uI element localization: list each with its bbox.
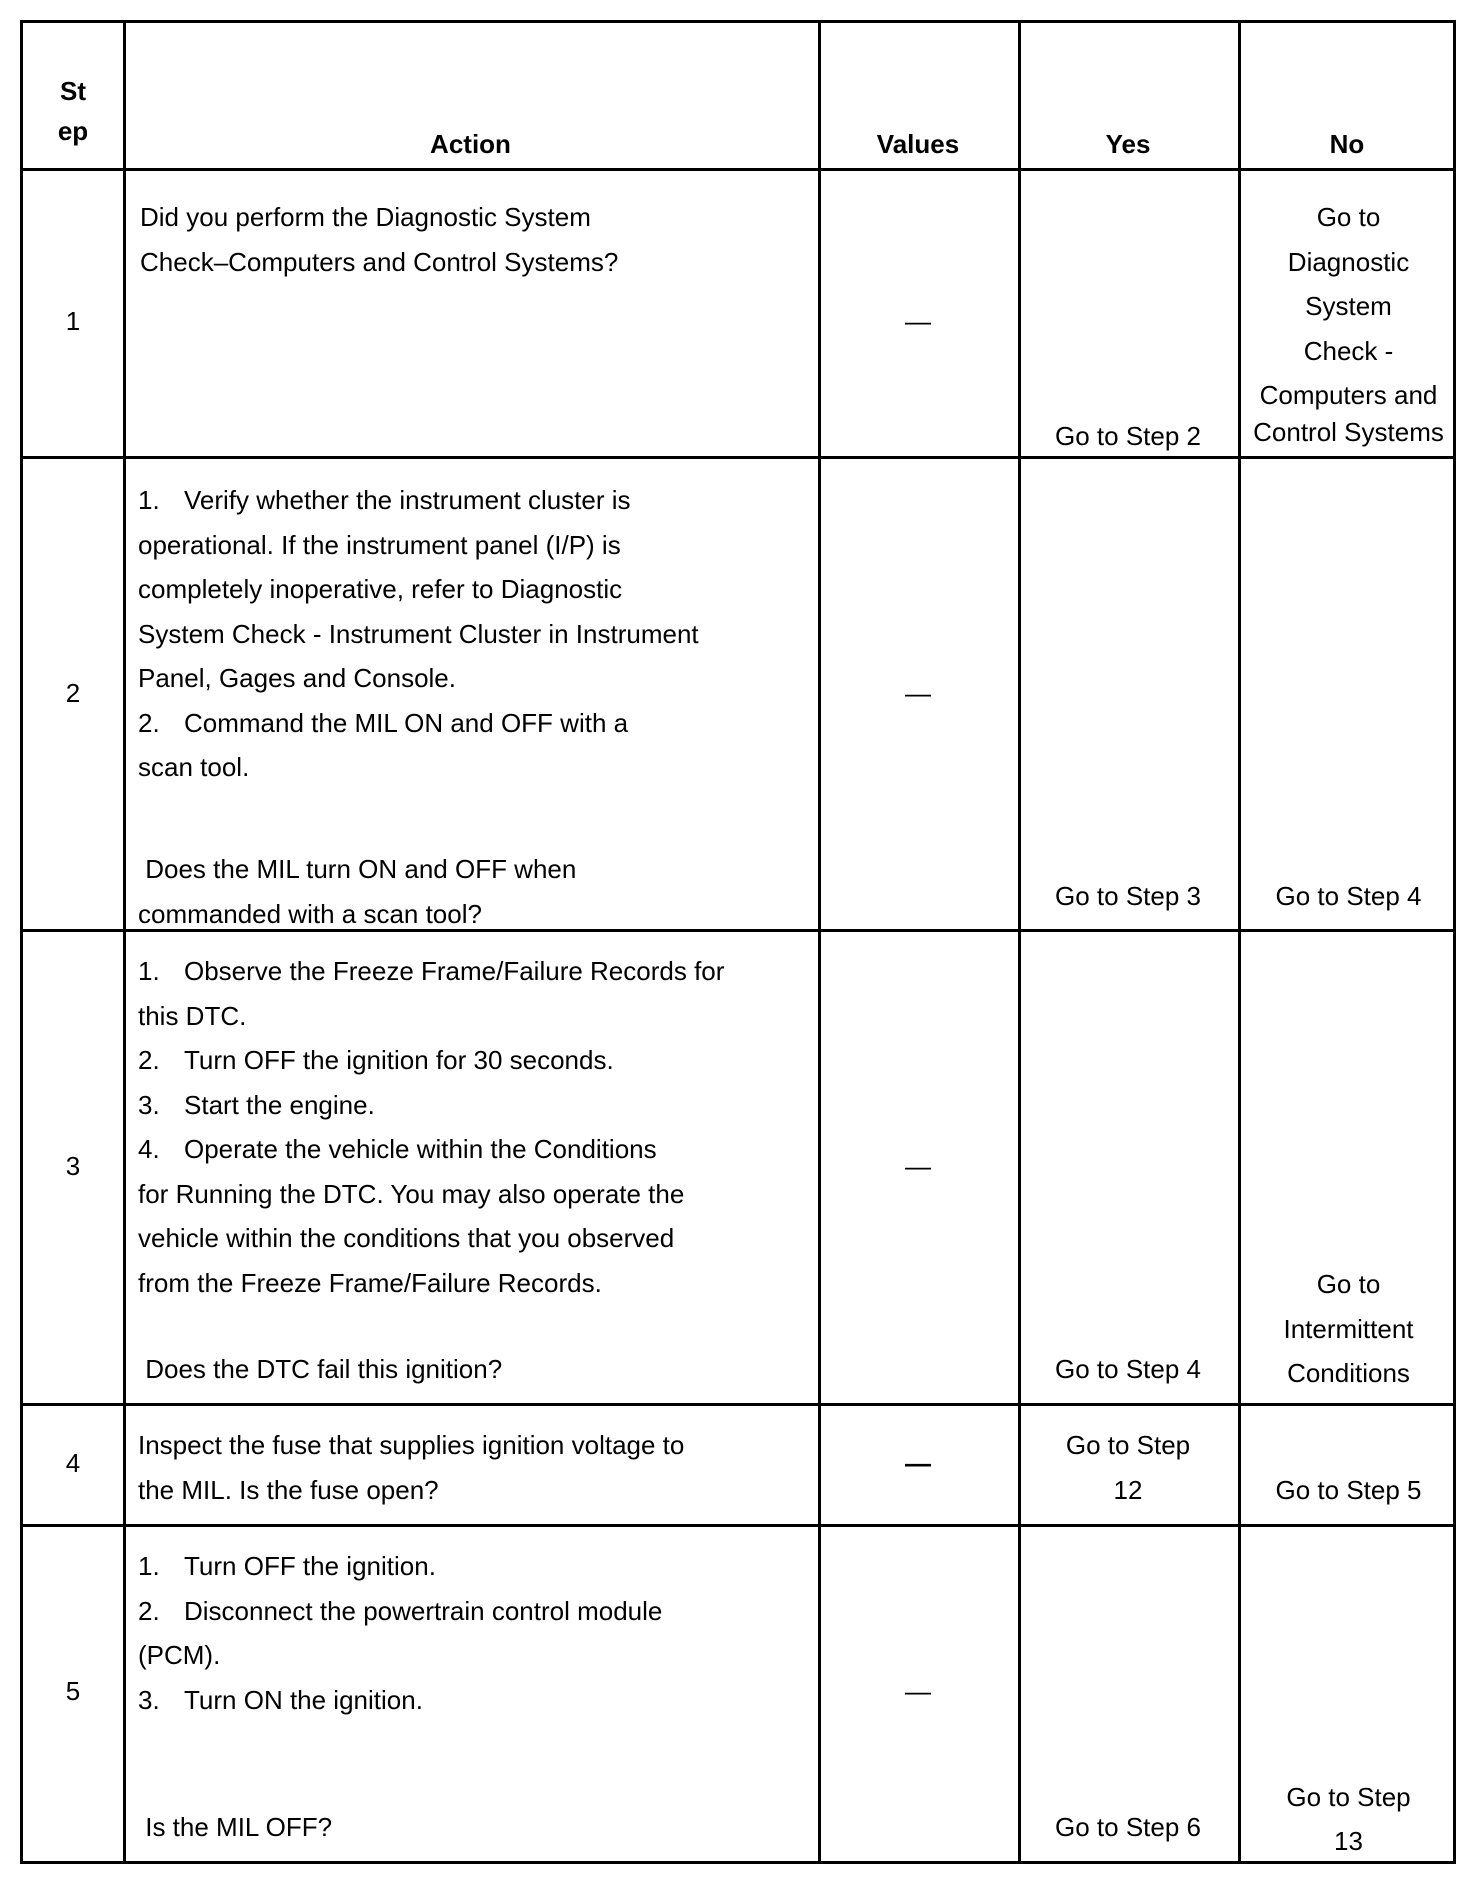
question-text: Does the MIL turn ON and OFF when commanded with a scan tool? (138, 854, 577, 929)
header-no: No (1329, 129, 1365, 159)
action-text: 1. Verify whether the instrument cluster is operational. If the instrument panel (I/P) is completely inoperative, refer to Diagnostic System Check - Instrument Cluster in Instrument Panel, Gages and Console. 2. Command the MIL ON and OFF with a scan tool. (138, 485, 699, 782)
no-result: Go to Diagnostic System Check - Computers and Control Systems (1253, 202, 1444, 447)
yes-result: Go to Step 6 (1055, 1812, 1201, 1842)
value-dash: — (905, 306, 931, 336)
header-values: Values (876, 129, 960, 159)
header-yes: Yes (1105, 129, 1151, 159)
yes-result: Go to Step 12 (1065, 1430, 1191, 1505)
header-action: Action (430, 129, 511, 159)
column-divider (123, 23, 126, 1861)
action-text: Did you perform the Diagnostic System Check–Computers and Control Systems? (140, 202, 619, 277)
step-number: 1 (65, 306, 81, 336)
yes-result: Go to Step 2 (1055, 421, 1201, 451)
no-result: Go to Intermittent Conditions (1283, 1269, 1414, 1388)
no-result: Go to Step 5 (1275, 1475, 1422, 1505)
step-number: 2 (65, 678, 81, 708)
no-result: Go to Step 13 (1286, 1782, 1411, 1856)
action-text: 1. Observe the Freeze Frame/Failure Records for this DTC. 2. Turn OFF the ignition for 30 seconds. 3. Start the engine. 4. Operate the vehicle within the Conditions for Running the DTC. You may also operate the vehicle within the conditions that you observed from the Freeze Frame/Failure Records. (138, 956, 725, 1298)
diagnostic-table (20, 20, 1456, 1864)
value-dash: — (905, 678, 931, 708)
yes-result: Go to Step 4 (1055, 1354, 1201, 1384)
header-step: St ep (57, 76, 89, 146)
step-number: 5 (65, 1676, 81, 1706)
question-text: Is the MIL OFF? (138, 1812, 333, 1842)
no-result: Go to Step 4 (1275, 881, 1422, 911)
value-dash: — (905, 1151, 931, 1181)
yes-result: Go to Step 3 (1055, 881, 1201, 911)
question-text: Does the DTC fail this ignition? (138, 1354, 503, 1384)
action-text: Inspect the fuse that supplies ignition voltage to the MIL. Is the fuse open? (138, 1430, 685, 1505)
value-dash: — (905, 1448, 931, 1478)
value-dash: — (905, 1676, 931, 1706)
column-divider (818, 23, 821, 1861)
step-number: 4 (65, 1448, 81, 1478)
step-number: 3 (65, 1151, 81, 1181)
column-divider (1018, 23, 1021, 1861)
action-text: 1. Turn OFF the ignition. 2. Disconnect the powertrain control module (PCM). 3. Turn ON the ignition. (138, 1551, 663, 1715)
